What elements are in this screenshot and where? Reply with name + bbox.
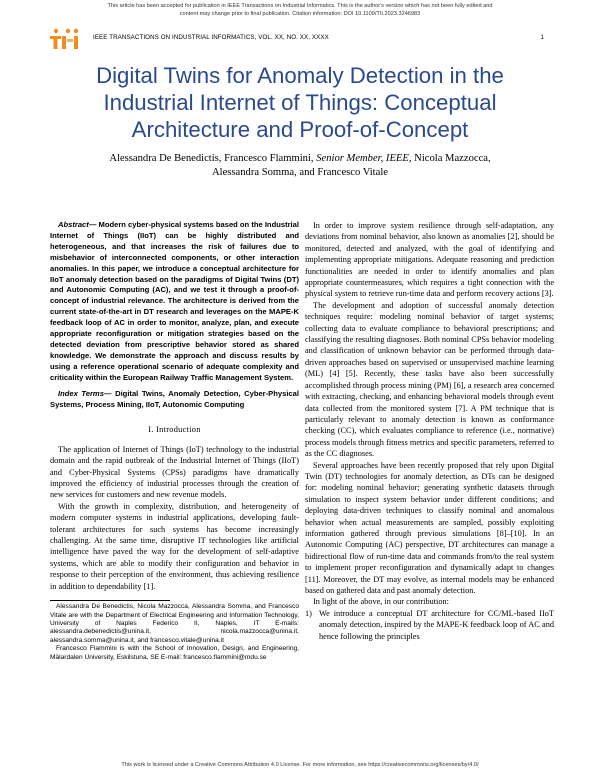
- top-notice-line-1: This article has been accepted for publication in IEEE Transactions on Industrial Informatics. This is the author's version which has not been fully edited and: [107, 3, 493, 9]
- top-notice-line-2: content may change prior to final publication. Citation information: DOI 10.1109/TII.2023.3246983: [179, 11, 421, 17]
- authors-line-2: Alessandra Somma, and Francesco Vitale: [212, 167, 388, 178]
- abstract: [50, 220, 299, 384]
- title-line-3: Architecture and Proof-of-Concept: [131, 117, 469, 142]
- paper-title: [50, 62, 550, 143]
- title-line-2: Industrial Internet of Things: Conceptual: [103, 90, 497, 115]
- authors-line-1a: Alessandra De Benedictis, Francesco Flammini,: [109, 153, 314, 164]
- footnote-2: Francesco Flammini is with the School of Innovation, Design, and Engineering, Mälardalen University, Eskilstuna, SE E-mail: francesco.flammini@mdu.se: [50, 645, 299, 661]
- authors-membership: Senior Member, IEEE: [316, 153, 409, 164]
- authors-line-1c: , Nicola Mazzocca,: [408, 153, 491, 164]
- journal-logo-mark: [50, 29, 78, 49]
- section-heading-introduction: I. Introduction: [148, 425, 201, 435]
- list-item-text: We introduce a conceptual DT architecture for CC/ML-based IIoT anomaly detection, inspired by the MAPE-K feedback loop of AC and hence following the principles: [319, 608, 554, 641]
- top-notice: [60, 2, 540, 18]
- journal-logo-text: tii: [47, 25, 48, 26]
- author-list: [50, 152, 550, 180]
- page-number: 1: [540, 34, 544, 41]
- abstract-lead: Abstract: [58, 220, 89, 229]
- left-paragraph-2: With the growth in complexity, distribution, and heterogeneity of modern computer systems in industrial applications, developing fault-tolerant architectures for such systems has become increasingly challenging. At the same time, disruptive IT technologies like artificial intelligence have paved the way for the development of self-adaptive systems, which are able to modify their configuration and behavior in response to their perception of the environment, thus achieving resilience in addition to dependability [1].: [50, 501, 299, 591]
- left-paragraph-1: The application of Internet of Things (IoT) technology to the industrial domain and the rapid outbreak of the Industrial Internet of Things (IIoT) and Cyber-Physical Systems (CPSs) paradigms have dramatically improved the efficiency of industrial processes through the creation of new services for customers and new revenue models.: [50, 444, 299, 500]
- abstract-body: — Modern cyber-physical systems based on the Industrial Internet of Things (IIoT) can be highly distributed and heterogeneous, and that increases the risk of failures due to misbehavior of interconnected components, or other interaction anomalies. In this paper, we introduce a conceptual architecture for IIoT anomaly detection based on the paradigms of Digital Twins (DT) and Autonomic Computing (AC), and we test it through a proof-of-concept of industrial relevance. The architecture is derived from the current state-of-the-art in DT research and leverages on the MAPE-K feedback loop of AC in order to monitor, analyze, plan, and execute appropriate reconfiguration or mitigation strategies based on the detected deviation from prescriptive behavior stored as shared knowledge. We demonstrate the approach and discuss results by using a reference operational scenario of adequate complexity and criticality within the European Railway Traffic Management System.: [50, 220, 299, 382]
- index-terms-body: — Digital Twins, Anomaly Detection, Cyber-Physical Systems, Process Mining, IIoT, Autonomic Computing: [50, 388, 299, 409]
- running-head: IEEE TRANSACTIONS ON INDUSTRIAL INFORMATICS, VOL. XX, NO. XX, XXXX: [93, 34, 329, 41]
- right-column: [305, 220, 554, 642]
- footnote-divider: [50, 600, 170, 601]
- index-terms-lead: Index Terms: [58, 388, 104, 398]
- right-paragraph-4: In light of the above, in our contribution:: [313, 597, 449, 607]
- right-paragraph-2: The development and adoption of successful anomaly detection techniques require: modeling nominal behavior of target systems; collecting data to evaluate compliance to behavioral prescriptions; and classifying the resulting diagnoses. Both nominal CPSs behavior modeling and classification of unknown behavior can be performed through data-driven approaches based on supervised or unsupervised machine learning (ML) [4] [5]. Recently, these tasks have also been successfully accomplished through process mining (PM) [6], a research area concerned with extracting, checking, and enhancing behavioral models through event data collected from the monitored system [7]. A PM technique that is particularly relevant to anomaly detection is known as conformance checking (CC), which evaluates compliance to reference (i.e., normative) process models through fitness metrics and specific parameters, referred to as the CC diagnoses.: [305, 300, 554, 459]
- footnote-1: Alessandra De Benedictis, Nicola Mazzocca, Alessandra Somma, and Francesco Vitale are with the Department of Electrical Engineering and Information Technology, University of Naples Federico II, Naples, IT E-mails: alessandra.debenedictis@unina.it, nicola.mazzocca@unina.it, alessandra.somma@unina.it, and francesco.vitale@unina.it: [50, 603, 299, 644]
- list-item-number: 1): [305, 608, 312, 618]
- title-line-1: Digital Twins for Anomaly Detection in the: [96, 63, 504, 88]
- contribution-list-item: [305, 608, 554, 642]
- left-column: [50, 220, 299, 662]
- index-terms: [50, 389, 299, 411]
- right-paragraph-3: Several approaches have been recently proposed that rely upon Digital Twin (DT) technologies for anomaly detection, as DTs can be designed for: modeling nominal behavior; generating synthetic datasets through simulation to inspect system behavior under different conditions; and deploying data-driven techniques to classify nominal and anomalous behavior when actual measurements are sampled, possibly exploiting information gathered through previous simulations [8]–[10]. In an Autonomic Computing (AC) perspective, DT architectures can manage a bidirectional flow of run-time data and commands from/to the real system to implement proper reconfiguration and dynamically adapt to changes [11]. Moreover, the DT may evolve, as internal models may be enhanced based on gathered data and past anomaly detection.: [305, 460, 554, 595]
- license-notice: This work is licensed under a Creative Commons Attribution 4.0 License. For more information, see https://creativecommons.org/licenses/by/4.0/: [121, 762, 479, 768]
- right-paragraph-1: In order to improve system resilience through self-adaptation, any deviations from nominal behavior, also known as anomalies [2], should be monitored, detected and analyzed, with the goal of identifying and implementing appropriate mitigations. Adequate reasoning and prediction functionalities are needed in order to identify anomalies and plan appropriate countermeasures, which requires a tight connection with the physical system to retrieve run-time data and perform recovery actions [3].: [305, 221, 554, 299]
- journal-logo: [47, 25, 83, 51]
